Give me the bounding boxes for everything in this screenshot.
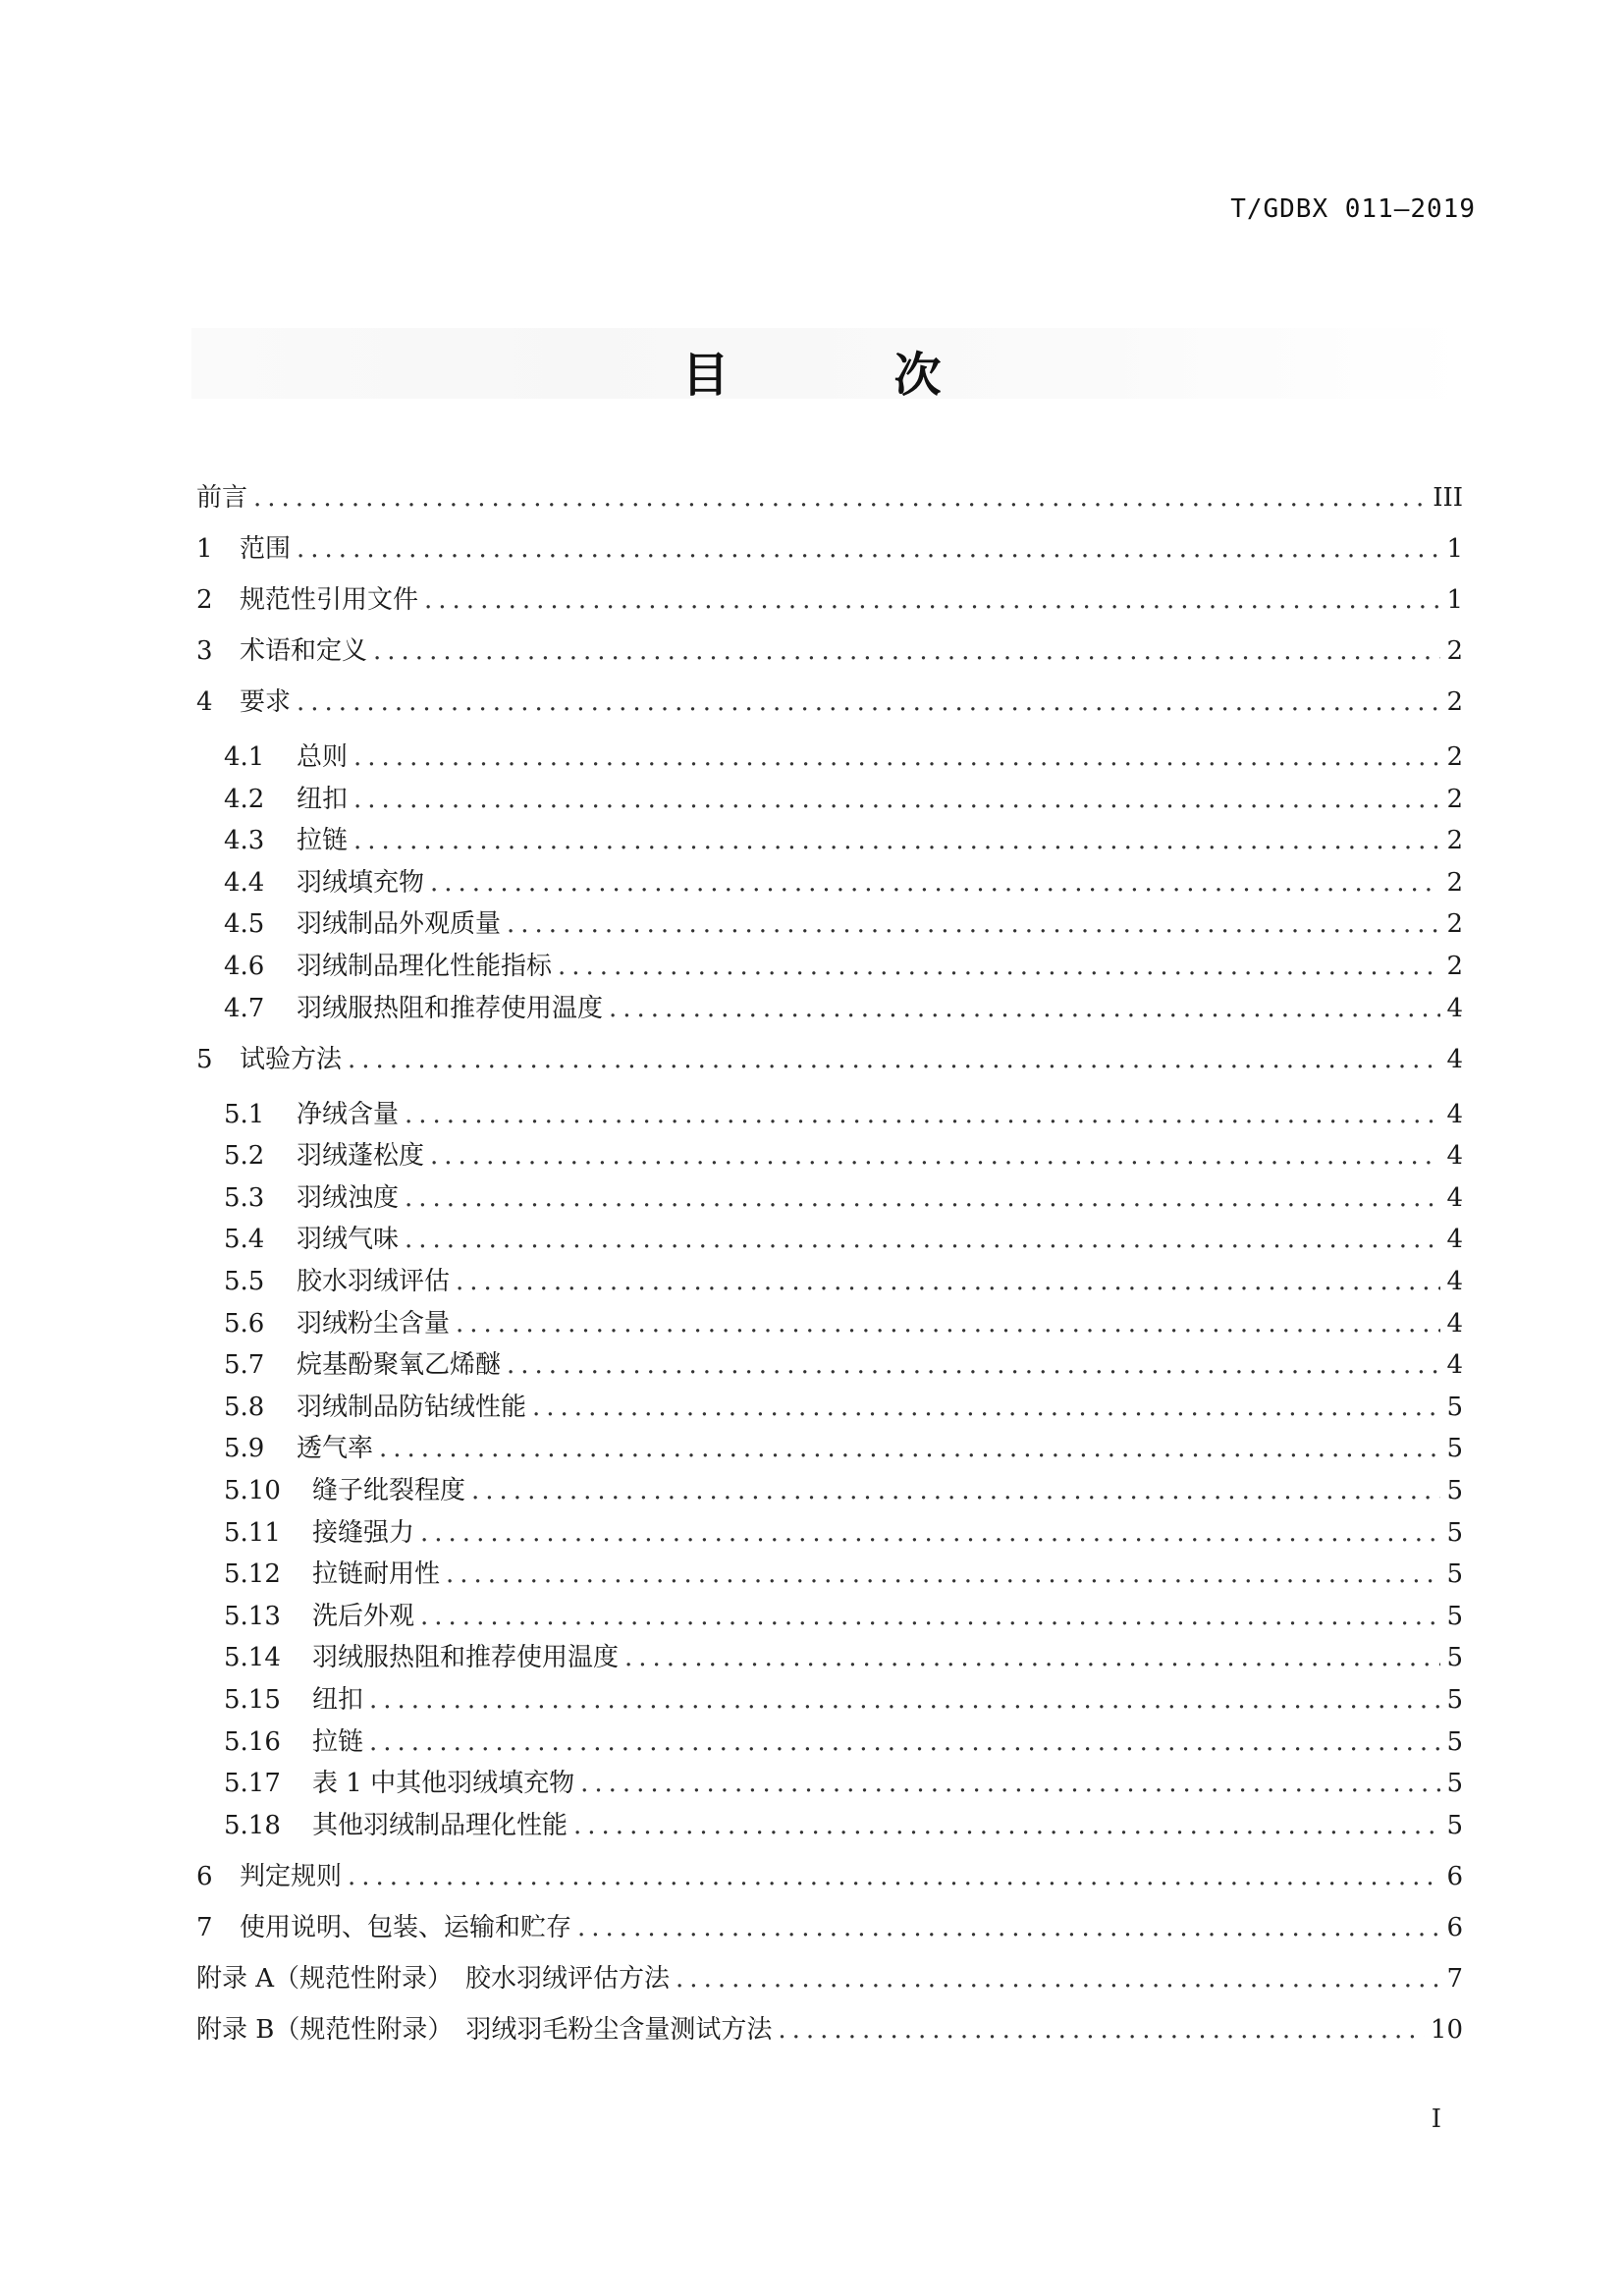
toc-entry-label: 表 1 中其他羽绒填充物 — [312, 1769, 575, 1798]
toc-leader-dots — [369, 1722, 1440, 1762]
toc-entry-number: 5.8 — [224, 1393, 265, 1422]
toc-entry-page: 2 — [1446, 826, 1463, 855]
toc-leader-dots — [430, 1136, 1440, 1175]
toc-entry-label: 洗后外观 — [312, 1602, 415, 1631]
toc-entry-page: 4 — [1446, 1100, 1463, 1129]
toc-leader-dots — [507, 904, 1440, 944]
toc-entry[interactable] — [224, 904, 1463, 944]
toc-entry-label: 接缝强力 — [312, 1518, 415, 1548]
toc-entry[interactable] — [196, 1857, 1463, 1896]
toc-entry[interactable] — [196, 529, 1463, 569]
page-title: 目 次 — [681, 348, 1001, 403]
toc-entry-label: 术语和定义 — [240, 636, 368, 666]
toc-leader-dots — [532, 1388, 1440, 1427]
toc-entry-page: 5 — [1446, 1559, 1463, 1589]
toc-entry-label: 羽绒制品防钻绒性能 — [297, 1393, 527, 1422]
toc-entry[interactable] — [196, 1959, 1463, 1998]
toc-leader-dots — [456, 1262, 1440, 1301]
toc-leader-dots — [609, 989, 1440, 1028]
toc-leader-dots — [430, 863, 1440, 902]
toc-entry-label: 纽扣 — [312, 1685, 364, 1715]
toc-entry-number: 5.4 — [224, 1225, 265, 1254]
toc-entry-label: 要求 — [240, 687, 292, 717]
toc-entry-label: 范围 — [240, 534, 292, 564]
toc-entry-page: 1 — [1446, 534, 1463, 564]
toc-entry[interactable] — [224, 1345, 1463, 1385]
toc-entry-page: 4 — [1446, 1045, 1463, 1074]
toc-entry-label: 附录 B（规范性附录） 羽绒羽毛粉尘含量测试方法 — [196, 2015, 773, 2045]
toc-entry[interactable] — [224, 1304, 1463, 1343]
toc-entry[interactable] — [196, 2010, 1463, 2050]
toc-leader-dots — [456, 1304, 1440, 1343]
toc-entry-number: 5.9 — [224, 1434, 265, 1463]
document-code: T/GDBX 011—2019 — [1230, 194, 1476, 224]
toc-entry[interactable] — [224, 1178, 1463, 1218]
toc-entry-page: 6 — [1446, 1862, 1463, 1891]
toc-entry-page: 2 — [1446, 868, 1463, 898]
toc-entry-number: 5.17 — [224, 1769, 281, 1798]
toc-entry-page: 4 — [1446, 1141, 1463, 1171]
toc-entry[interactable] — [224, 1555, 1463, 1594]
toc-entry-page: 5 — [1446, 1643, 1463, 1672]
toc-entry-page: 1 — [1446, 585, 1463, 615]
toc-entry-number: 5.13 — [224, 1602, 281, 1631]
toc-leader-dots — [353, 780, 1440, 819]
toc-entry-number: 5.12 — [224, 1559, 281, 1589]
toc-entry-number: 4.5 — [224, 909, 265, 939]
toc-entry-label: 拉链 — [297, 826, 349, 855]
toc-entry-page: III — [1433, 483, 1463, 513]
toc-entry-label: 前言 — [196, 483, 248, 513]
toc-entry[interactable] — [224, 863, 1463, 902]
toc-entry-number: 3 — [196, 636, 213, 666]
toc-entry-label: 羽绒制品理化性能指标 — [297, 952, 553, 981]
toc-leader-dots — [348, 1040, 1440, 1079]
toc-entry[interactable] — [224, 1388, 1463, 1427]
toc-entry-label: 羽绒粉尘含量 — [297, 1309, 451, 1339]
toc-leader-dots — [446, 1555, 1440, 1594]
toc-entry-number: 2 — [196, 585, 213, 615]
toc-leader-dots — [373, 631, 1440, 671]
toc-leader-dots — [297, 529, 1440, 569]
toc-leader-dots — [253, 478, 1427, 518]
toc-leader-dots — [676, 1959, 1440, 1998]
toc-entry-number: 4.4 — [224, 868, 265, 898]
toc-entry-number: 5.1 — [224, 1100, 265, 1129]
toc-entry-number: 5.6 — [224, 1309, 265, 1339]
toc-entry-number: 5.5 — [224, 1267, 265, 1296]
toc-leader-dots — [624, 1638, 1440, 1677]
toc-leader-dots — [405, 1095, 1440, 1134]
toc-leader-dots — [558, 947, 1440, 986]
toc-entry[interactable] — [196, 683, 1463, 722]
toc-entry-page: 4 — [1446, 1225, 1463, 1254]
toc-entry-number: 4 — [196, 687, 213, 717]
toc-entry-number: 4.2 — [224, 785, 265, 814]
toc-entry-page: 4 — [1446, 1350, 1463, 1380]
toc-entry[interactable] — [224, 1680, 1463, 1720]
toc-leader-dots — [297, 683, 1440, 722]
toc-entry-label: 规范性引用文件 — [240, 585, 419, 615]
toc-entry-number: 5.10 — [224, 1476, 281, 1505]
toc-entry-label: 羽绒浊度 — [297, 1183, 400, 1213]
page-number: I — [1431, 2105, 1441, 2134]
toc-leader-dots — [379, 1429, 1440, 1468]
toc-entry-number: 6 — [196, 1862, 213, 1891]
toc-entry[interactable] — [196, 1908, 1463, 1947]
toc-entry-label: 透气率 — [297, 1434, 374, 1463]
toc-entry-label: 纽扣 — [297, 785, 349, 814]
toc-entry[interactable] — [224, 989, 1463, 1028]
toc-entry-page: 5 — [1446, 1685, 1463, 1715]
toc-entry[interactable] — [224, 780, 1463, 819]
toc-entry-page: 5 — [1446, 1811, 1463, 1840]
toc-entry-label: 羽绒气味 — [297, 1225, 400, 1254]
toc-leader-dots — [420, 1597, 1440, 1636]
toc-leader-dots — [420, 1513, 1440, 1553]
toc-entry-label: 羽绒制品外观质量 — [297, 909, 502, 939]
toc-entry[interactable] — [224, 738, 1463, 777]
toc-entry[interactable] — [224, 1471, 1463, 1510]
toc-entry-number: 5.15 — [224, 1685, 281, 1715]
toc-entry[interactable] — [224, 821, 1463, 860]
toc-entry-page: 4 — [1446, 1267, 1463, 1296]
toc-entry-page: 5 — [1446, 1727, 1463, 1757]
toc-entry-label: 拉链耐用性 — [312, 1559, 441, 1589]
toc-entry-number: 4.3 — [224, 826, 265, 855]
toc-entry[interactable] — [196, 1040, 1463, 1079]
toc-entry-label: 净绒含量 — [297, 1100, 400, 1129]
toc-entry-page: 2 — [1446, 687, 1463, 717]
toc-entry-label: 羽绒蓬松度 — [297, 1141, 425, 1171]
toc-entry-page: 10 — [1430, 2015, 1463, 2045]
toc-entry-label: 试验方法 — [240, 1045, 343, 1074]
toc-entry-page: 2 — [1446, 636, 1463, 666]
toc-entry[interactable] — [224, 1262, 1463, 1301]
toc-entry[interactable] — [224, 1806, 1463, 1845]
toc-leader-dots — [778, 2010, 1425, 2050]
toc-entry[interactable] — [196, 580, 1463, 620]
toc-entry-label: 判定规则 — [240, 1862, 343, 1891]
toc-entry-page: 2 — [1446, 742, 1463, 772]
toc-entry-label: 烷基酚聚氧乙烯醚 — [297, 1350, 502, 1380]
toc-leader-dots — [353, 738, 1440, 777]
toc-entry-page: 5 — [1446, 1393, 1463, 1422]
toc-leader-dots — [507, 1345, 1440, 1385]
toc-entry-number: 4.1 — [224, 742, 265, 772]
toc-entry-number: 5.18 — [224, 1811, 281, 1840]
toc-entry[interactable] — [224, 947, 1463, 986]
toc-entry-page: 4 — [1446, 994, 1463, 1023]
toc-entry-page: 5 — [1446, 1434, 1463, 1463]
toc-entry-page: 5 — [1446, 1602, 1463, 1631]
toc-leader-dots — [405, 1178, 1440, 1218]
toc-entry-number: 5.7 — [224, 1350, 265, 1380]
toc-entry-number: 4.7 — [224, 994, 265, 1023]
toc-entry-number: 5.3 — [224, 1183, 265, 1213]
toc-entry[interactable] — [224, 1597, 1463, 1636]
toc-entry-label: 缝子纰裂程度 — [312, 1476, 466, 1505]
toc-entry-number: 5.2 — [224, 1141, 265, 1171]
toc-entry-page: 2 — [1446, 909, 1463, 939]
toc-entry-number: 7 — [196, 1913, 213, 1942]
toc-entry[interactable] — [224, 1220, 1463, 1259]
toc-entry[interactable] — [196, 478, 1463, 518]
toc-leader-dots — [577, 1908, 1440, 1947]
toc-entry-label: 使用说明、包装、运输和贮存 — [240, 1913, 572, 1942]
toc-entry-page: 5 — [1446, 1769, 1463, 1798]
toc-entry-page: 2 — [1446, 785, 1463, 814]
toc-entry[interactable] — [224, 1513, 1463, 1553]
toc-leader-dots — [353, 821, 1440, 860]
toc-entry-label: 胶水羽绒评估 — [297, 1267, 451, 1296]
toc-leader-dots — [424, 580, 1440, 620]
toc-entry[interactable] — [224, 1136, 1463, 1175]
toc-entry[interactable] — [224, 1095, 1463, 1134]
toc-entry-label: 附录 A（规范性附录） 胶水羽绒评估方法 — [196, 1964, 671, 1994]
toc-leader-dots — [580, 1764, 1440, 1803]
toc-entry-number: 5 — [196, 1045, 213, 1074]
toc-entry-number: 4.6 — [224, 952, 265, 981]
toc-entry-label: 羽绒服热阻和推荐使用温度 — [312, 1643, 620, 1672]
toc-entry-number: 5.16 — [224, 1727, 281, 1757]
toc-leader-dots — [369, 1680, 1440, 1720]
toc-leader-dots — [573, 1806, 1440, 1845]
toc-entry[interactable] — [224, 1722, 1463, 1762]
toc-entry-page: 5 — [1446, 1518, 1463, 1548]
toc-leader-dots — [405, 1220, 1440, 1259]
toc-entry-label: 羽绒填充物 — [297, 868, 425, 898]
toc-entry-page: 2 — [1446, 952, 1463, 981]
toc-entry-page: 4 — [1446, 1183, 1463, 1213]
toc-entry[interactable] — [224, 1429, 1463, 1468]
toc-entry-label: 其他羽绒制品理化性能 — [312, 1811, 568, 1840]
toc-entry[interactable] — [224, 1638, 1463, 1677]
toc-entry-label: 总则 — [297, 742, 349, 772]
toc-entry-number: 5.11 — [224, 1518, 281, 1548]
toc-entry-label: 羽绒服热阻和推荐使用温度 — [297, 994, 604, 1023]
toc-leader-dots — [471, 1471, 1440, 1510]
toc-entry-label: 拉链 — [312, 1727, 364, 1757]
toc-entry-number: 1 — [196, 534, 213, 564]
toc-entry-page: 7 — [1446, 1964, 1463, 1994]
toc-leader-dots — [348, 1857, 1440, 1896]
toc-entry[interactable] — [224, 1764, 1463, 1803]
toc-entry-number: 5.14 — [224, 1643, 281, 1672]
toc-entry-page: 6 — [1446, 1913, 1463, 1942]
toc-entry-page: 5 — [1446, 1476, 1463, 1505]
toc-entry-page: 4 — [1446, 1309, 1463, 1339]
toc-entry[interactable] — [196, 631, 1463, 671]
